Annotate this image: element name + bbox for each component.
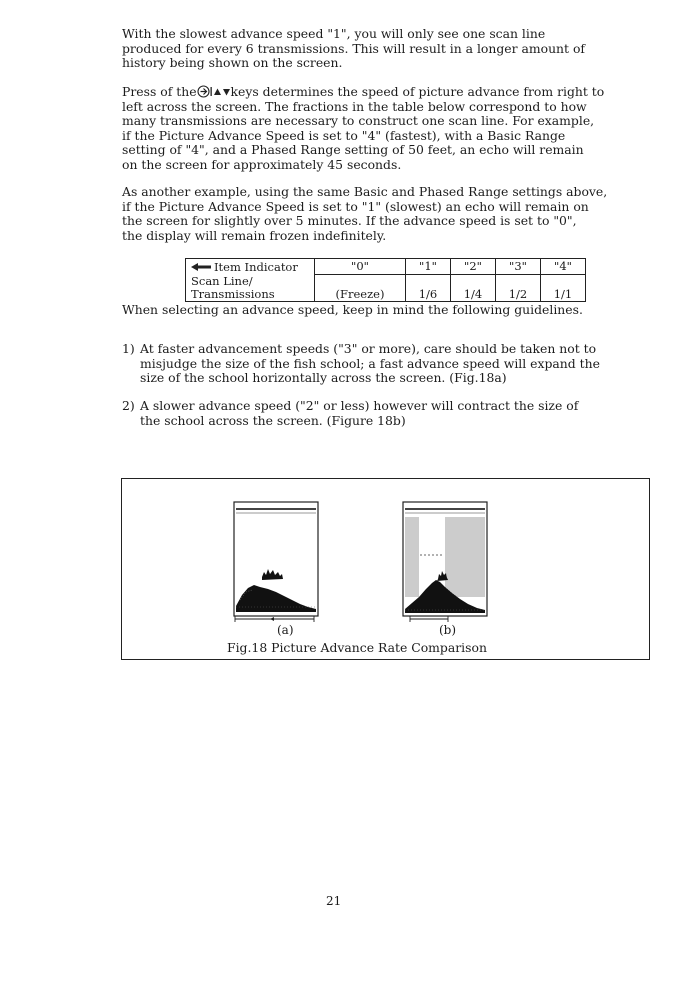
arrow-left-icon (191, 263, 211, 271)
table-cell: 1/2 (496, 274, 541, 302)
item-indicator-cell: Item Indicator (186, 259, 315, 275)
paragraph-slowest-speed: With the slowest advance speed "1", you will only see one scan line produced for every 6 transmissions. This will result in a longer amount of history being shown on the screen. (122, 26, 585, 71)
guideline-number: 2) (122, 398, 135, 413)
guideline-item: 2) A slower advance speed ("2" or less) however will contract the size of the school across the screen. (Figure 18b) (122, 398, 579, 428)
column-header: "3" (496, 259, 541, 275)
figure-18-box (121, 478, 650, 660)
row-label: Scan Line/ Transmissions (186, 274, 315, 302)
figure-caption: Fig.18 Picture Advance Rate Comparison (227, 640, 487, 655)
column-header: "2" (451, 259, 496, 275)
advance-speed-table (185, 258, 586, 302)
picture-advance-key-icon (197, 85, 231, 98)
column-header: "0" (315, 259, 406, 275)
figure-label-a: (a) (277, 623, 294, 637)
table-cell: 1/1 (541, 274, 586, 302)
guideline-item: 1) At faster advancement speeds ("3" or more), care should be taken not to misjudge the size of the fish school; a fast advance speed will expand the size of the school horizontally across the screen. (Fig.18a) (122, 341, 600, 386)
echogram-panel-a (234, 502, 318, 622)
paragraph-advance-keys: Press of the keys determines the speed of picture advance from right to left across the screen. The fractions in the table below correspond to how many transmissions are necessary to construct one scan line. For example, if the Picture Advance Speed is set to "4" (fastest), with a Basic Range setting of "4", and a Phased Range setting of 50 feet, an echo will remain on the screen for approximately 45 seconds. (122, 84, 605, 172)
table-cell: 1/4 (451, 274, 496, 302)
column-header: "4" (541, 259, 586, 275)
page-number: 21 (326, 894, 342, 908)
guideline-number: 1) (122, 341, 135, 356)
paragraph-guidelines-intro: When selecting an advance speed, keep in mind the following guidelines. (122, 302, 583, 317)
table-row (186, 274, 586, 302)
echogram-panel-b (403, 502, 487, 622)
table-cell: 1/6 (406, 274, 451, 302)
figure-label-b: (b) (439, 623, 457, 637)
echogram-comparison-illustration (122, 479, 649, 624)
table-cell: (Freeze) (315, 274, 406, 302)
paragraph-another-example: As another example, using the same Basic and Phased Range settings above, if the Picture Advance Speed is set to "1" (slowest) an echo will remain on the screen for slightly over 5 minutes. If the advance speed is set to "0", the display will remain frozen indefinitely. (122, 184, 608, 243)
table-row (186, 259, 586, 275)
column-header: "1" (406, 259, 451, 275)
